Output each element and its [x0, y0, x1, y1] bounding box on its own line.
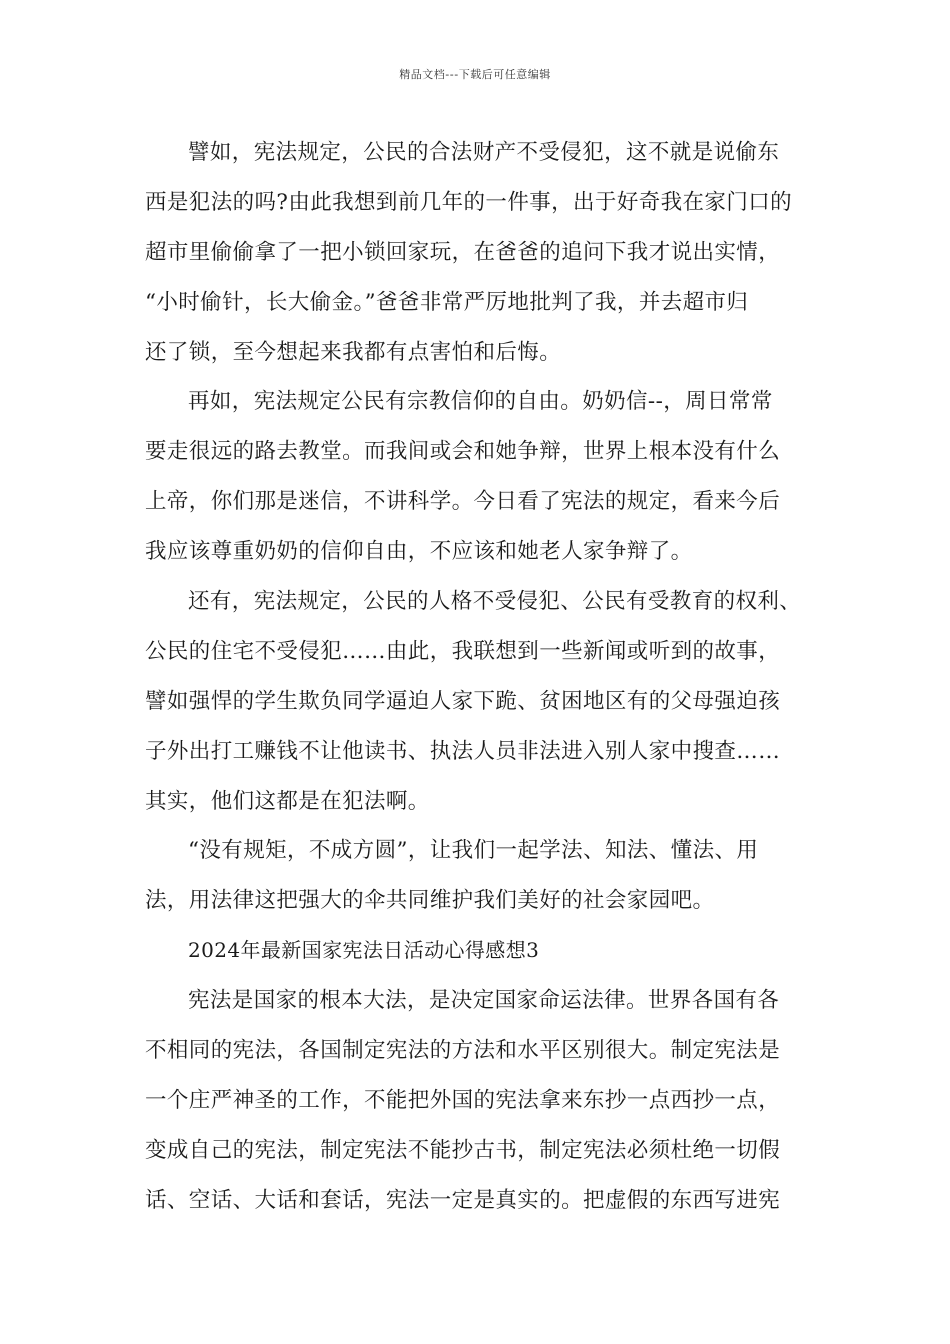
text-line: 公民的住宅不受侵犯……由此，我联想到一些新闻或听到的故事，	[145, 638, 781, 664]
page-header: 精品文档---下载后可任意编辑	[399, 68, 551, 81]
text-line: “小时偷针，长大偷金。”爸爸非常严厉地批判了我，并去超市归	[145, 289, 749, 315]
text-line: 还有，宪法规定，公民的人格不受侵犯、公民有受教育的权利、	[188, 589, 802, 615]
text-line: “没有规矩，不成方圆”，让我们一起学法、知法、懂法、用	[188, 838, 759, 864]
document-body	[145, 128, 810, 1226]
text-line: 西是犯法的吗?由此我想到前几年的一件事，出于好奇我在家门口的	[145, 189, 793, 215]
text-line: 我应该尊重奶奶的信仰自由，不应该和她老人家争辩了。	[145, 539, 693, 565]
section-heading: 2024年最新国家宪法日活动心得感想3	[188, 938, 540, 963]
text-line: 上帝，你们那是迷信，不讲科学。今日看了宪法的规定，看来今后	[145, 489, 781, 515]
text-line: 譬如，宪法规定，公民的合法财产不受侵犯，这不就是说偷东	[188, 140, 780, 165]
text-line: 话、空话、大话和套话，宪法一定是真实的。把虚假的东西写进宪	[145, 1187, 781, 1213]
text-line: 不相同的宪法，各国制定宪法的方法和水平区别很大。制定宪法是	[145, 1038, 781, 1064]
text-line: 宪法是国家的根本大法，是决定国家命运法律。世界各国有各	[188, 988, 780, 1014]
text-line: 超市里偷偷拿了一把小锁回家玩，在爸爸的追问下我才说出实情，	[145, 239, 781, 265]
text-line: 譬如强悍的学生欺负同学逼迫人家下跪、贫困地区有的父母强迫孩	[145, 688, 781, 714]
text-line: 再如，宪法规定公民有宗教信仰的自由。奶奶信--，周日常常	[188, 389, 773, 415]
text-line: 子外出打工赚钱不让他读书、执法人员非法进入别人家中搜查……	[145, 738, 781, 764]
text-line: 变成自己的宪法，制定宪法不能抄古书，制定宪法必须杜绝一切假	[145, 1137, 781, 1163]
text-line: 还了锁，至今想起来我都有点害怕和后悔。	[145, 339, 562, 365]
text-line: 法，用法律这把强大的伞共同维护我们美好的社会家园吧。	[145, 888, 715, 914]
text-line: 一个庄严神圣的工作，不能把外国的宪法拿来东抄一点西抄一点，	[145, 1087, 781, 1113]
text-line: 其实，他们这都是在犯法啊。	[145, 788, 430, 814]
text-line: 要走很远的路去教堂。而我间或会和她争辩，世界上根本没有什么	[145, 439, 781, 465]
